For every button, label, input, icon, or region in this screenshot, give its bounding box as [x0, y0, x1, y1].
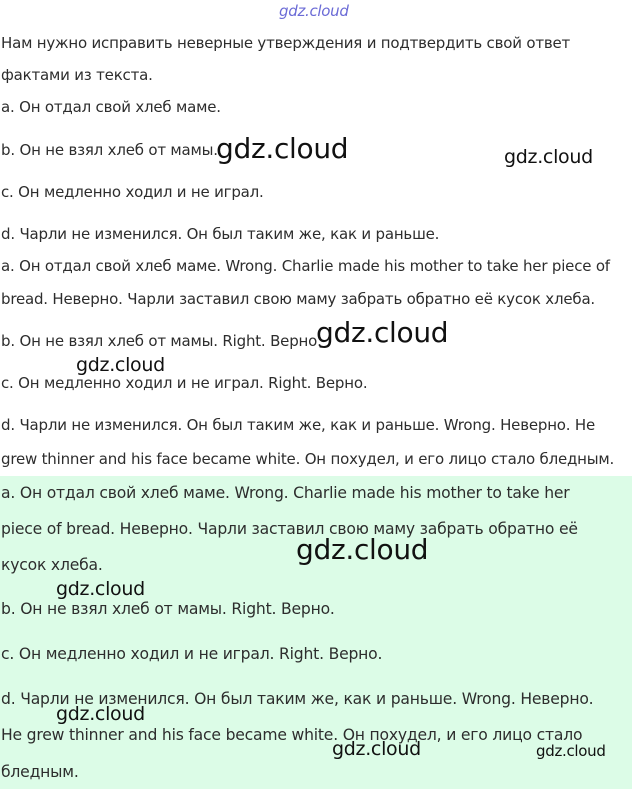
watermark: gdz.cloud — [332, 738, 421, 760]
statement-d: d. Чарли не изменился. Он был таким же, как и раньше. — [1, 225, 440, 243]
statement-c: c. Он медленно ходил и не играл. — [1, 183, 264, 201]
answer-d-line-1: d. Чарли не изменился. Он был таким же, как и раньше. Wrong. Неверно. — [1, 690, 594, 708]
watermark: gdz.cloud — [316, 316, 449, 349]
watermark: gdz.cloud — [536, 742, 606, 760]
explained-c: c. Он медленно ходил и не играл. Right. Верно. — [1, 374, 368, 392]
statement-b: b. Он не взял хлеб от мамы. — [1, 141, 218, 159]
answer-a-line-1: a. Он отдал свой хлеб маме. Wrong. Charlie made his mother to take her — [1, 484, 570, 502]
watermark: gdz.cloud — [76, 354, 165, 376]
explained-a-line-2: bread. Неверно. Чарли заставил свою маму забрать обратно её кусок хлеба. — [1, 290, 596, 308]
watermark: gdz.cloud — [56, 703, 145, 725]
answer-d-line-3: бледным. — [1, 763, 79, 781]
explained-b: b. Он не взял хлеб от мамы. Right. Верно. — [1, 332, 322, 350]
intro-line-2: фактами из текста. — [1, 66, 153, 84]
answer-c: c. Он медленно ходил и не играл. Right. Верно. — [1, 645, 383, 663]
statement-a: a. Он отдал свой хлеб маме. — [1, 98, 221, 116]
explained-d-line-1: d. Чарли не изменился. Он был таким же, как и раньше. Wrong. Неверно. He — [1, 416, 596, 434]
answer-b: b. Он не взял хлеб от мамы. Right. Верно. — [1, 600, 335, 618]
answer-a-line-3: кусок хлеба. — [1, 556, 103, 574]
answer-a-line-2: piece of bread. Неверно. Чарли заставил свою маму забрать обратно её — [1, 520, 578, 538]
watermark: gdz.cloud — [56, 578, 145, 600]
intro-line-1: Нам нужно исправить неверные утверждения и подтвердить свой ответ — [1, 34, 571, 52]
explained-a-line-1: a. Он отдал свой хлеб маме. Wrong. Charlie made his mother to take her piece of — [1, 257, 610, 275]
watermark: gdz.cloud — [216, 132, 349, 165]
watermark-top: gdz.cloud — [279, 2, 349, 20]
answer-d-line-2: He grew thinner and his face became white. Он похудел, и его лицо стало — [1, 726, 583, 744]
watermark: gdz.cloud — [296, 533, 429, 566]
watermark: gdz.cloud — [504, 146, 593, 168]
explained-d-line-2: grew thinner and his face became white. Он похудел, и его лицо стало бледным. — [1, 450, 615, 468]
